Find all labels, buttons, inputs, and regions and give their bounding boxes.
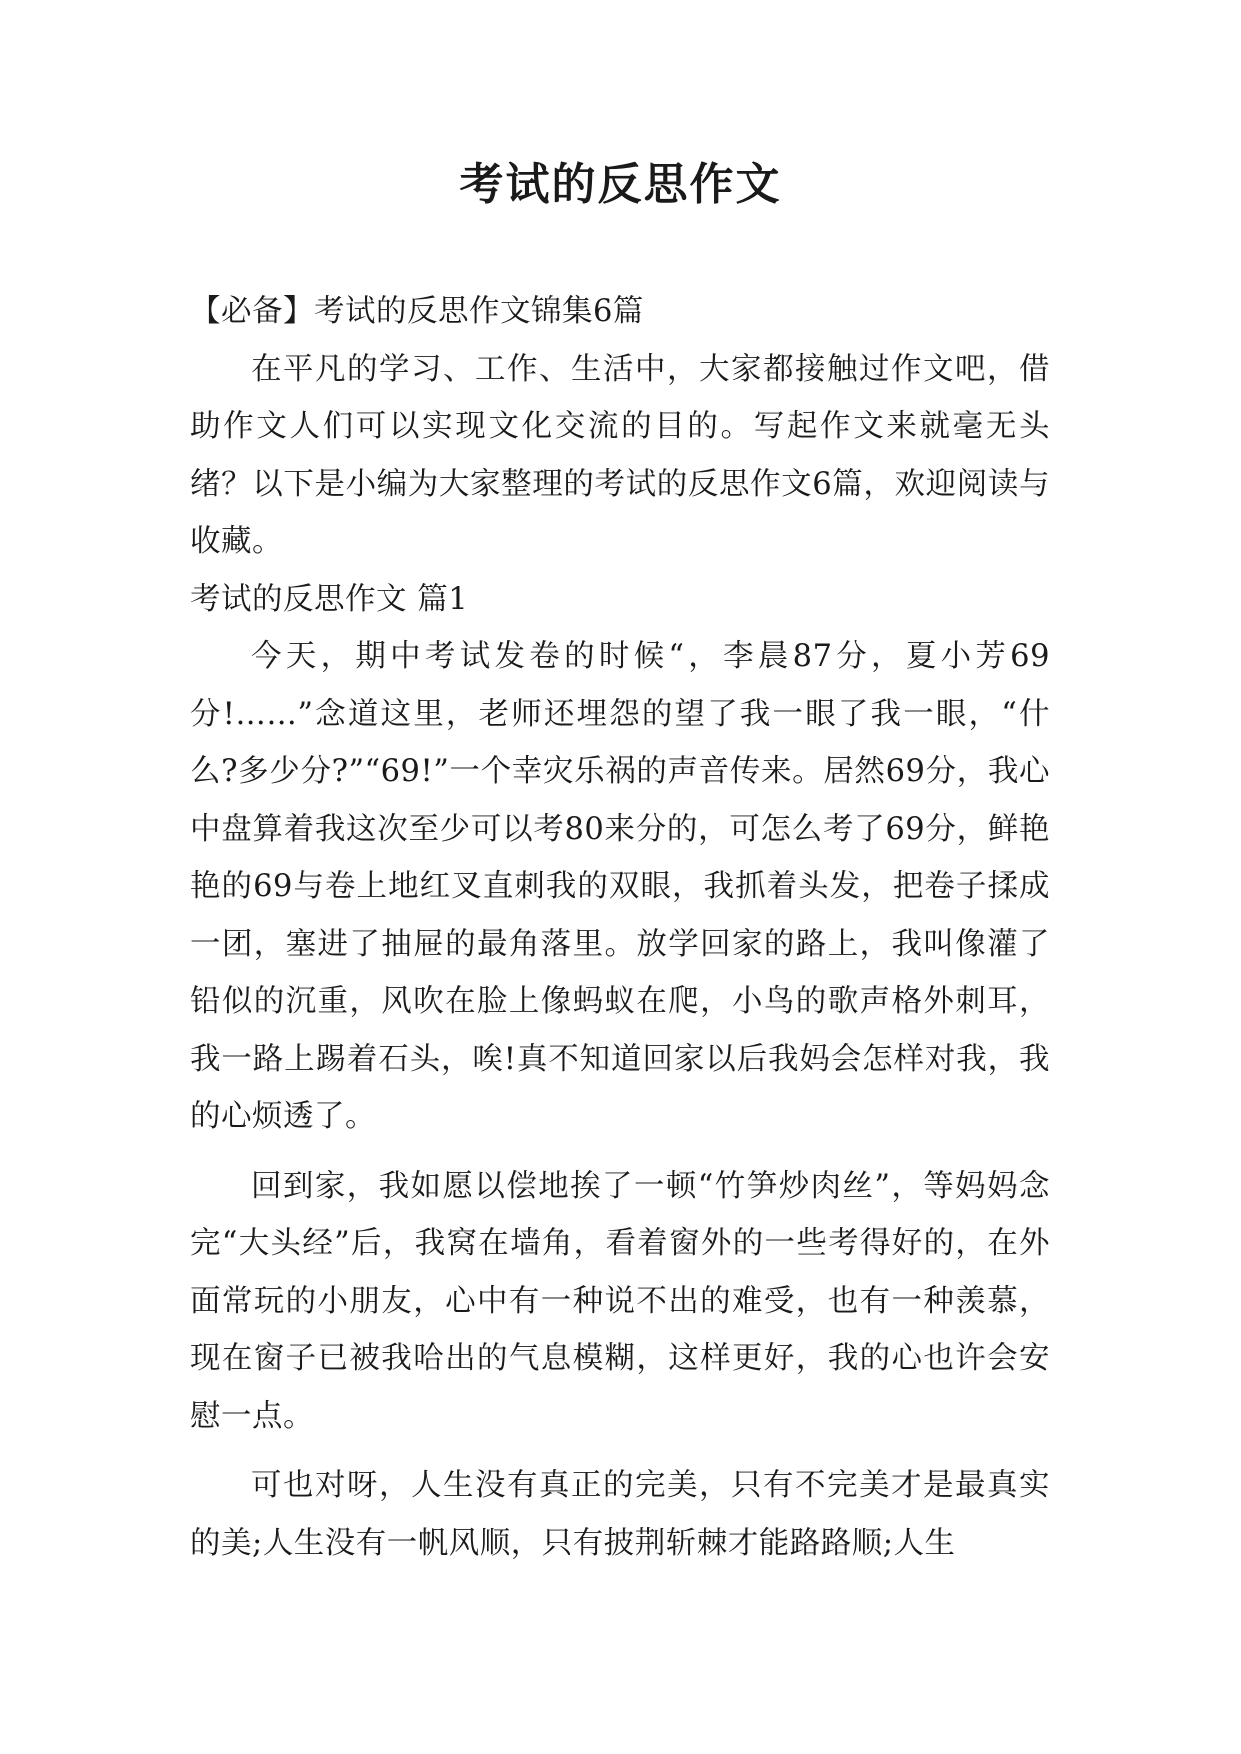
body-paragraph: 今天，期中考试发卷的时候“，李晨87分，夏小芳69分!……”念道这里，老师还埋怨的望了我一眼了我一眼，“什么?多少分?”“69!”一个幸灾乐祸的声音传来。居然69分，我心中盘算着我这次至少可以考80来分的，可怎么考了69分，鲜艳艳的69与卷上地红叉直刺我的双眼，我抓着头发，把卷子揉成一团，塞进了抽屉的最角落里。放学回家的路上，我叫像灌了铅似的沉重，风吹在脸上像蚂蚁在爬，小鸟的歌声格外刺耳，我一路上踢着石头，唉!真不知道回家以后我妈会怎样对我，我的心烦透了。 [190, 639, 1050, 1134]
body-paragraph: 可也对呀，人生没有真正的完美，只有不完美才是最真实的美;人生没有一帆风顺，只有披荆斩棘才能路路顺;人生 [190, 1468, 1050, 1561]
intro-paragraph: 在平凡的学习、工作、生活中，大家都接触过作文吧，借助作文人们可以实现文化交流的目的。写起作文来就毫无头绪？以下是小编为大家整理的考试的反思作文6篇，欢迎阅读与收藏。 [190, 351, 1050, 559]
body-paragraph: 回到家，我如愿以偿地挨了一顿“竹笋炒肉丝”，等妈妈念完“大头经”后，我窝在墙角，看着窗外的一些考得好的，在外面常玩的小朋友，心中有一种说不出的难受，也有一种羡慕，现在窗子已被我哈出的气息模糊，这样更好，我的心也许会安慰一点。 [190, 1168, 1050, 1434]
section-heading: 考试的反思作文 篇1 [190, 581, 469, 617]
document-body [190, 283, 1050, 1572]
document-title: 考试的反思作文 [459, 159, 782, 210]
document-subtitle: 【必备】考试的反思作文锦集6篇 [190, 294, 644, 329]
